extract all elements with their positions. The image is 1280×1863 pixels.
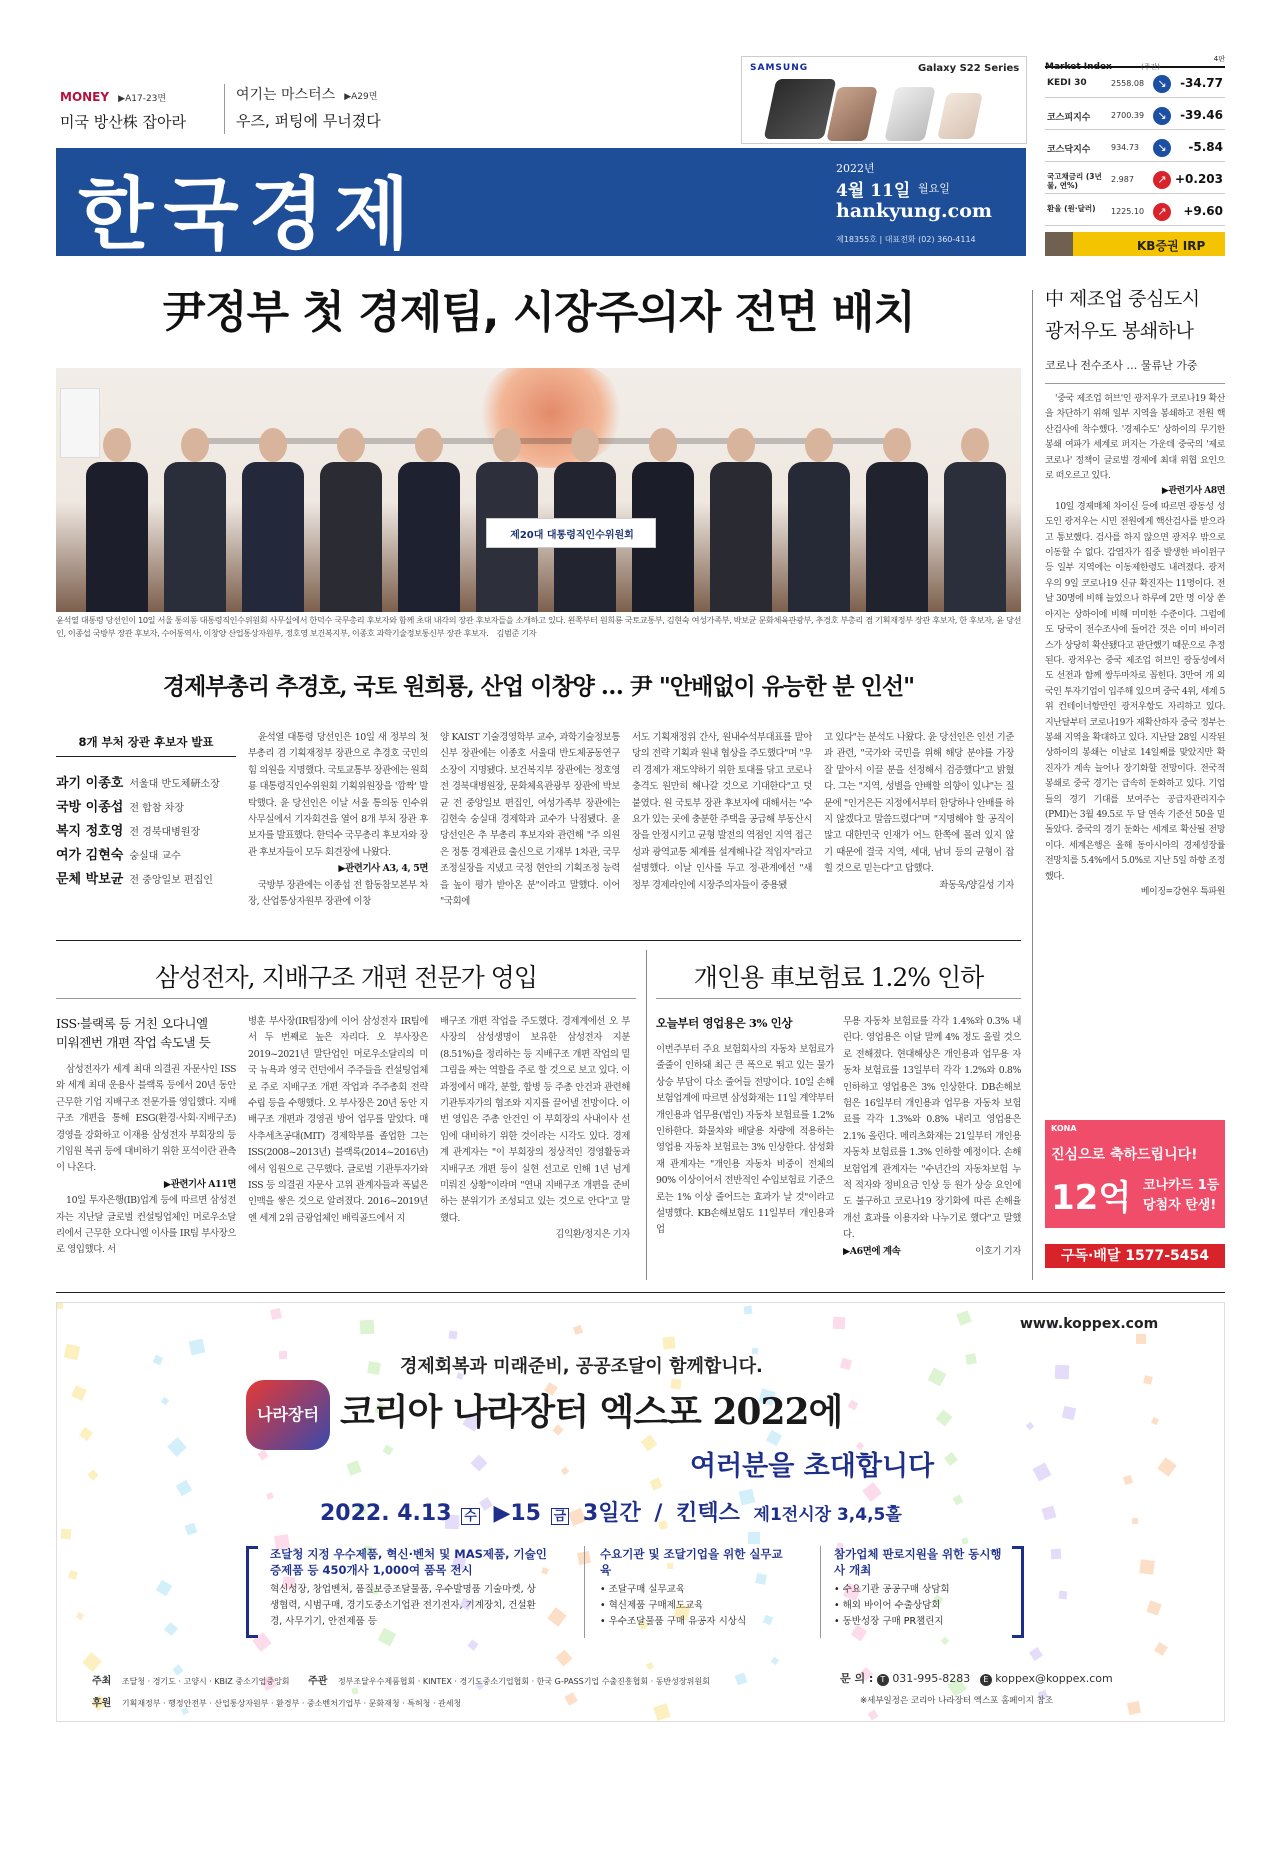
market-name: KEDI 30 [1047, 78, 1087, 88]
byline: 좌동욱/양길성 기자 [939, 879, 1014, 891]
person-head [103, 428, 131, 462]
expo-dow1: 수 [461, 1508, 480, 1525]
confetti-piece [941, 1637, 949, 1645]
market-row [1045, 102, 1225, 130]
confetti-piece [1051, 1549, 1062, 1560]
phone-image [826, 87, 877, 141]
expo-venue: 킨텍스 [676, 1501, 740, 1526]
confetti-piece [346, 1460, 362, 1476]
kb-logo-icon [1045, 232, 1073, 256]
person-head [259, 428, 287, 462]
confetti-piece [1055, 1365, 1069, 1379]
expo-list-item: • 해외 바이어 수출상담회 [834, 1600, 941, 1611]
confetti-piece [1127, 1701, 1141, 1715]
sponsors: 기획재정부 · 행정안전부 · 산업통상자원부 · 환경부 · 중소벤처기업부 · 문화재청 · 특허청 · 관세청 [121, 1699, 462, 1708]
masthead-logo[interactable]: 한국경제 [78, 169, 420, 260]
person-body [710, 462, 772, 612]
confetti-piece [1062, 1406, 1077, 1421]
continued-ref[interactable]: ▶A6면에 계속 [843, 1245, 901, 1257]
byline: 이호기 기자 [975, 1245, 1021, 1257]
arrow-down-icon: ↘ [1153, 139, 1171, 157]
confetti-piece [167, 1437, 187, 1457]
expo-tagline: 경제회복과 미래준비, 공공조달이 함께합니다. [400, 1356, 763, 1377]
phone-image [937, 93, 983, 139]
expo-box-2 [600, 1546, 790, 1638]
byline: 김익환/정지은 기자 [555, 1229, 630, 1241]
photo-caption [56, 614, 1021, 646]
expo-list-item: • 조달구매 실무교육 [600, 1584, 686, 1595]
insurance-subhead: 오늘부터 영업용은 3% 인상 [656, 1016, 793, 1030]
confetti-piece [1058, 1590, 1067, 1599]
minister-desc: 숭실대 교수 [129, 851, 181, 862]
arrow-down-icon: ↘ [1153, 107, 1171, 125]
kona-line2: 코나카드 1등 [1143, 1178, 1220, 1193]
minister-item [56, 844, 181, 864]
teaser-pages: ▶A29면 [344, 92, 378, 102]
phone-image [764, 79, 837, 139]
main-article-col2: 양 KAIST 기술경영학부 교수, 과학기술정보통신부 장관에는 이종호 서울대 반도체공동연구소장이 지명됐다. 보건복지부 장관에는 정호영 전 경북대병원장, 문화체육관광부 장관에 박보균 전 중앙일보 편집인, 여성가족부 장관에는 김현숙 숭실대 경제학과 교수가 낙점됐다. 윤 당선인은 추 부총리 후보자와 관련해 "주 의원은 정통 경제관료 출신으로 기재부 1차관, 국무조정실장을 지냈고 국정 현안의 기획조정 능력을 높이 평가 받아온 분"이라고 말했다. 이어 "국회에 [440, 732, 620, 908]
expo-hall: 제1전시장 3,4,5홀 [753, 1505, 902, 1525]
confetti-piece [735, 1673, 748, 1686]
nara-logo-text: 나라장터 [257, 1405, 319, 1424]
confetti-piece [646, 1662, 654, 1670]
confetti-piece [1143, 1375, 1153, 1385]
phone-icon: T [877, 1674, 889, 1686]
market-value: 2.987 [1111, 175, 1134, 184]
confetti-piece [936, 1410, 953, 1427]
kona-amount: 12억 [1051, 1178, 1132, 1218]
confetti-piece [266, 1492, 274, 1500]
bracket-left [246, 1546, 258, 1638]
arrow-up-icon: ↗ [1153, 171, 1171, 189]
confetti-piece [64, 1344, 81, 1361]
main-headline[interactable]: 尹정부 첫 경제팀, 시장주의자 전면 배치 [162, 287, 915, 338]
person-head [493, 428, 521, 462]
market-name: 환율 (원·달러) [1047, 204, 1096, 213]
confetti-piece [153, 1355, 163, 1365]
confetti-piece [71, 1385, 87, 1401]
teaser-section: 여기는 마스터스 [236, 87, 336, 103]
confetti-piece [1136, 1334, 1146, 1344]
confetti-piece [748, 1532, 760, 1544]
related-ref[interactable]: ▶관련기사 A8면 [1161, 486, 1225, 497]
confetti-piece [471, 1455, 488, 1472]
main-article-col3: 서도 기획재정위 간사, 원내수석부대표를 맡아 당의 전략 기획과 원내 협상을 주도했다"며 "우리 경제가 재도약하기 위한 토대를 닦고 코로나 충격도 원만히 해나갈 것으로 기대한다"고 덧붙였다. 원 국토부 장관 후보자에 대해서는 "수요가 있는 곳에 충분한 주택을 공급해 부동산시장을 안정시키고 균형 발전의 역점인 지역 접근성과 광역교통 체계를 설계해나갈 적임자"라고 설명했다. 이날 인사를 두고 정·관계에선 "새 정부 경제라인에 시장주의자들이 중용됐 [632, 732, 812, 891]
samsung-col2: 병훈 부사장(IR팀장)에 이어 삼성전자 IR팀에서 두 번째로 높은 자리다. 오 부사장은 2019~2021년 말단업인 머로우소달리의 미국 뉴욕과 영국 런던에서 주주들을 컨설팅업체로 주로 지배구조 개편 작업과 주주총회 전략 수립 등을 수행했다. 오 부사장은 20년 동안 지배구조 개편과 경영권 방어 업무를 맡았다. 매사추세츠공대(MIT) 경제학부를 졸업한 그는 ISS(2008~2013년) 블랙록(2014~2016년)에서 임원으로 근무했다. 글로벌 기관투자가와 ISS 등 의결권 자문사 고위 관계자들과 폭넓은 인맥을 쌓은 것으로 알려졌다. 2016~2019년엔 세계 2위 금광업체인 배릭골드에서 지 [248, 1016, 428, 1224]
confetti-piece [961, 1537, 968, 1544]
organizers: 정부조달우수제품협회 · KINTEX · 경기도중소기업협회 · 한국 G-PASS기업 수출진흥협회 · 동반성장위원회 [337, 1677, 710, 1686]
expo-box-1 [270, 1546, 570, 1638]
masthead-year: 2022년 [836, 162, 875, 175]
host-row [92, 1672, 710, 1687]
market-row [1045, 134, 1225, 162]
confetti-piece [176, 1480, 192, 1496]
expo-date: 2022. 4.13 [320, 1501, 452, 1526]
masthead-date: 4월 11일 [836, 181, 911, 201]
expo-list-item: • 동반성장 구매 PR챌린지 [834, 1616, 944, 1627]
bracket-right [1012, 1546, 1024, 1638]
market-header [1045, 54, 1225, 72]
confetti-piece [82, 1652, 102, 1672]
market-row [1045, 166, 1225, 194]
side-headline-2[interactable]: 광저우도 봉쇄하나 [1045, 320, 1194, 342]
person-body [320, 462, 382, 612]
confetti-piece [653, 1703, 671, 1721]
insurance-col2: 무용 자동차 보험료를 각각 1.4%와 0.3% 내린다. 영업용은 이달 말께 4% 정도 올릴 것으로 전해졌다. 현대해상은 개인용과 업무용 자동차 보험료를 13일부터 각각 1.2%와 0.8% 인하하고 영업용은 3% 인상한다. DB손해보험은 16일부터 개인용과 업무용 자동차 보험료를 각각 1.3%와 0.8% 내리고 영업용은 2.1% 올린다. 메리츠화재는 21일부터 개인용 자동차 보험료를 1.3% 인하할 예정이다. 손해보험업계 관계자는 "수년간의 자동차보험 누적 적자와 정비요금 인상 등 원가 상승 요인에도 불구하고 코로나19 장기화에 따른 손해율 개선 효과를 이용자와 나누기로 했다"고 말했다. ▶A6면에 계속 이호기 기자 [843, 1014, 1021, 1280]
person-figure [788, 428, 850, 612]
confetti-piece [467, 1639, 478, 1650]
contact-phone[interactable]: 031-995-8283 [892, 1672, 971, 1685]
expo-note: ※세부일정은 코리아 나라장터 엑스포 홈페이지 참조 [860, 1696, 1054, 1706]
minister-role: 여가 김현숙 [56, 848, 124, 863]
confetti-piece [257, 1449, 268, 1460]
main-photo[interactable] [56, 368, 1021, 612]
confetti-piece [367, 1361, 381, 1375]
confetti-piece [1139, 1559, 1155, 1575]
confetti-piece [1146, 1600, 1161, 1615]
teaser-section: MONEY [60, 90, 110, 104]
market-page: 4판 [1213, 55, 1225, 63]
arrow-down-icon: ↘ [1153, 75, 1171, 93]
market-title: Market Index [1045, 62, 1112, 72]
minister-item [56, 868, 213, 888]
market-value: 1225.10 [1111, 207, 1145, 216]
expo-list-item: • 수요기관 공공구매 상담회 [834, 1584, 950, 1595]
market-change: -34.77 [1180, 76, 1223, 90]
kb-banner-text: KB증권 IRP [1137, 239, 1206, 253]
teaser-pages: ▶A17-23면 [118, 94, 167, 104]
confetti-piece [1123, 1475, 1133, 1485]
confetti-piece [833, 1317, 846, 1330]
samsung-subhead: ISS·블랙록 등 거친 오다니엘 미워젠번 개편 작업 속도낼 듯 [56, 1016, 211, 1050]
confetti-piece [953, 1495, 964, 1506]
expo-list-item: • 혁신제품 구매제도교육 [600, 1600, 704, 1611]
expo-invite: 여러분을 초대합니다 [690, 1451, 935, 1482]
confetti-piece [1029, 1647, 1043, 1661]
minister-item [56, 772, 220, 792]
confetti-piece [965, 1353, 976, 1364]
expo-dow2: 금 [551, 1508, 570, 1525]
confetti-piece [867, 1709, 878, 1720]
market-name: 코스피지수 [1047, 113, 1091, 123]
kona-line1: 진심으로 축하드립니다! [1051, 1147, 1198, 1163]
confetti-piece [61, 1529, 72, 1540]
market-change: -5.84 [1188, 140, 1223, 154]
person-figure [86, 428, 148, 612]
samsung-col3: 배구조 개편 작업을 주도했다. 경제계에선 오 부사장의 삼성생명이 보유한 삼성전자 지분(8.51%)을 정리하는 등 지배구조 개편 작업의 밑그림을 짜는 역할을 주로 할 것으로 보고 있다. 이 과정에서 매각, 분할, 합병 등 주총 안건과 관련해 기관투자가의 협조와 지지를 끌어낼 전망이다. 이번 영입은 주총 안건인 이 부회장의 사내이사 선임에 대비하기 위한 것이라는 시각도 있다. 경제계 관계자는 "이 부회장의 정상적인 경영활동과 지배구조 개편 등이 실현 선고로 인해 1년 넘게 미뤄진 상황"이라며 "연내 지배구조 개편을 준비하는 분위기가 조성되고 있는 것으로 안다"고 말했다. 김익환/정지은 기자 [440, 1016, 630, 1241]
minister-desc: 전 중앙일보 편집인 [129, 875, 213, 886]
confetti-piece [1132, 1518, 1139, 1525]
expo-date-line: 2022. 4.13 수 ▶15 금 3일간 / 킨텍스 제1전시장 3,4,5홀 [320, 1501, 902, 1526]
confetti-piece [561, 1467, 569, 1475]
person-head [961, 428, 989, 462]
confetti-piece [270, 1308, 282, 1320]
confetti-piece [161, 1397, 169, 1405]
person-body [866, 462, 928, 612]
host-label: 주최 [92, 1676, 112, 1687]
expo-box-3 [834, 1546, 1004, 1638]
person-head [337, 428, 365, 462]
person-head [649, 428, 677, 462]
samsung-col1: ISS·블랙록 등 거친 오다니엘 미워젠번 개편 작업 속도낼 듯 삼성전자가 세계 최대 의결권 자문사인 ISS와 세계 최대 운용사 블랙록 등에서 20년 동안 근무한 기업 지배구조 전문가를 영입했다. 지배구조 개편을 통해 ESG(환경·사회·지배구조) 경영을 강화하고 이재용 삼성전자 부회장의 등기임원 복귀 등에 대비하기 위한 포석이란 관측이 나온다. ▶관련기사 A11면 10일 투자은행(IB)업계 등에 따르면 삼성전자는 지난달 글로벌 컨설팅업체인 머로우소달리에서 근무한 오다니엘 이사를 IR팀 부사장으로 영입했다. 서 [56, 1016, 236, 1256]
side-headline-1[interactable]: 中 제조업 중심도시 [1045, 288, 1200, 310]
side-body: '중국 제조업 허브'인 광저우가 코로나19 확산을 차단하기 위해 일부 지역을 봉쇄하고 전원 핵산검사에 착수했다. '경제수도' 상하이의 무기한 봉쇄 여파가 세계로 퍼지는 가운데 중국의 '제로 코로나' 정책이 글로벌 경제에 최대 위협 요인으로 떠오르고 있다. ▶관련기사 A8면 10일 경제매체 차이신 등에 따르면 광동성 성도인 광저우는 시민 전원에게 핵산검사를 받으라고 통보했다. 검사를 하지 않으면 광저우 밖으로 이동할 수 없다. 감염자가 집중 발생한 바이윈구 등 일부 지역에는 이동제한령도 내려졌다. 광저우의 9일 코로나19 신규 확진자는 11명이다. 전날 30명에 비해 늘었으나 하루에 2만 명 이상 쏟아지는 상하이에 비해 미미한 수준이다. 그럼에도 당국이 전수조사에 들어간 것은 이미 바이러스가 상당히 확산됐다고 판단했기 때문으로 추정된다. 광저우는 중국 제조업 허브인 광둥성에서도 선전과 함께 쌍두마차로 꼽힌다. 3만여 개 외국인 투자기업이 입주해 있으며 중국 4위, 세계 5위 컨테이너항만인 광저우항도 자리하고 있다. 지난달부터 코로나19가 재확산하자 중국 정부는 봉쇄 지역을 확대하고 있다. 지난달 28일 시작된 상하이의 봉쇄는 이날로 14일째를 맞았지만 확진자가 계속 늘어나 장기화할 전망이다. 전국적 봉쇄로 중국 경기는 급속히 둔화하고 있다. 기업들의 경기 기대를 보여주는 공급자관리지수(PMI)는 3월 49.5로 두 달 연속 기준선 50을 밑돌았다. 중국의 경기 둔화는 세계로 확산될 전망이다. 세계은행은 올해 동아시아의 경제성장률 전망치를 5.4%에서 5.0%로 지난 5일 하향 조정했다. 베이징=강현우 특파원 [1045, 394, 1225, 897]
kona-line3: 당첨자 탄생! [1143, 1198, 1217, 1213]
confetti-piece [556, 1650, 573, 1667]
confetti-piece [185, 1523, 198, 1536]
kona-card-ad[interactable] [1045, 1120, 1225, 1228]
confetti-piece [1033, 1463, 1052, 1482]
confetti-piece [1042, 1506, 1057, 1521]
market-name: 코스닥지수 [1047, 145, 1091, 155]
confetti-piece [956, 1310, 972, 1326]
confetti-piece [189, 1339, 206, 1356]
masthead-issue: 제18355호 [836, 235, 877, 244]
confetti-piece [79, 1427, 93, 1441]
minister-desc: 전 경북대병원장 [129, 827, 201, 838]
side-subheadline: 코로나 전수조사 … 물류난 가중 [1045, 359, 1198, 372]
insurance-col1: 오늘부터 영업용은 3% 인상 이번주부터 주요 보험회사의 자동차 보험료가 줄줄이 인하돼 최근 큰 폭으로 뛰고 있는 물가 상승 부담이 다소 줄어들 전망이다. 10일 손해보험업계에 따르면 삼성화재는 11일 계약부터 개인용과 업무용(법인) 자동차 보험료를 1.2% 인하한다. 화물차와 배달용 차량에 적용하는 영업용 자동차 보험료는 3% 인상한다. 삼성화재 관계자는 "개인용 자동차 비중이 전체의 90% 이상이어서 전반적인 수입보험료 기준으로는 1% 이상 줄어드는 효과가 날 것"이라고 설명했다. KB손해보험도 11일부터 개인용과 업 [656, 1016, 834, 1236]
teaser-title: 우즈, 퍼팅에 무너졌다 [236, 112, 381, 130]
person-head [415, 428, 443, 462]
confetti-piece [649, 1477, 662, 1490]
related-ref[interactable]: ▶관련기사 A3, 4, 5면 [338, 863, 428, 875]
confetti-piece [57, 1303, 63, 1309]
person-body [398, 462, 460, 612]
confetti-piece [771, 1657, 779, 1665]
kb-irp-banner[interactable] [1045, 232, 1225, 256]
related-ref[interactable]: ▶관련기사 A11면 [163, 1178, 236, 1190]
arrow-up-icon: ↗ [1153, 203, 1171, 221]
hosts: 조달청 · 경기도 · 고양시 · KBIZ 중소기업중앙회 [121, 1677, 290, 1686]
masthead: 한국경제 2022년 4월 11일 월요일 hankyung.com 제18355호 | 대표전화 (02) 360-4114 [56, 148, 1026, 256]
confetti-piece [76, 1612, 84, 1620]
confetti-piece [1026, 1422, 1034, 1430]
samsung-product: Galaxy S22 Series [918, 63, 1020, 74]
minister-item [56, 796, 184, 816]
market-change: +0.203 [1174, 172, 1223, 186]
person-figure [398, 428, 460, 612]
masthead-weekday: 월요일 [918, 182, 950, 195]
market-row [1045, 70, 1225, 98]
person-figure [944, 428, 1006, 612]
person-body [242, 462, 304, 612]
samsung-brand: SAMSUNG [750, 63, 809, 73]
market-sub: (주간) [1140, 63, 1160, 71]
confetti-piece [68, 1570, 78, 1580]
teaser-masters[interactable] [236, 84, 436, 134]
contact-label: 문 의 : [840, 1672, 874, 1685]
confetti-piece [744, 1306, 753, 1315]
confetti-piece [848, 1400, 859, 1411]
sponsor-label: 후원 [92, 1698, 112, 1709]
minister-desc: 전 합참 차장 [129, 803, 184, 814]
masthead-site[interactable]: hankyung.com [836, 200, 993, 222]
person-body [86, 462, 148, 612]
person-figure [320, 428, 382, 612]
person-body [788, 462, 850, 612]
sponsor-row [92, 1694, 461, 1709]
confetti-piece [360, 1320, 375, 1335]
confetti-piece [87, 1469, 98, 1480]
market-value: 934.73 [1111, 143, 1139, 152]
confetti-piece [662, 1336, 675, 1349]
caption-text: 윤석열 대통령 당선인이 10일 서울 통의동 대통령직인수위원회 사무실에서 한덕수 국무총리 후보자와 함께 초대 내각의 장관 후보자들을 소개하고 있다. 왼쪽부터 원희룡 국토교통부, 김현숙 여성가족부, 박보균 문화체육관광부, 추경호 부총리 겸 기획재정부 장관 후보자, 한 후보자, 윤 당선인, 이종섭 국방부 장관 후보자, 수어통역사, 이창양 산업통상자원부, 정호영 보건복지부, 이종호 과학기술정보통신부 장관 후보자. [56, 615, 1021, 638]
organizer-label: 주관 [308, 1676, 328, 1687]
person-figure [710, 428, 772, 612]
teaser-title: 미국 방산株 잡아라 [60, 113, 186, 131]
market-change: +9.60 [1183, 204, 1223, 218]
email-icon: E [980, 1674, 992, 1686]
minister-role: 국방 이종섭 [56, 800, 124, 815]
confetti-piece [164, 1622, 178, 1636]
expo-box-2-title: 수요기관 및 조달기업을 위한 실무교육 [600, 1547, 783, 1577]
confetti-piece [382, 1444, 393, 1455]
insurance-headline[interactable]: 개인용 車보험료 1.2% 인하 [693, 963, 984, 992]
person-body [164, 462, 226, 612]
confetti-piece [928, 1368, 947, 1387]
person-head [805, 428, 833, 462]
expo-box-1-title: 조달청 지정 우수제품, 혁신·벤처 및 MAS제품, 기술인증제품 등 450개사 1,000여 품목 전시 [270, 1547, 547, 1577]
person-figure [866, 428, 928, 612]
confetti-piece [279, 1351, 287, 1359]
market-value: 2700.39 [1111, 111, 1145, 120]
confetti-piece [156, 1580, 172, 1596]
contact-email[interactable]: koppex@koppex.com [995, 1672, 1113, 1685]
minister-box-title: 8개 부처 장관 후보자 발표 [56, 730, 236, 757]
subscribe-banner[interactable]: 구독·배달 1577-5454 [1045, 1244, 1225, 1268]
market-name: 국고채금리 (3년물, 연%) [1047, 172, 1102, 190]
confetti-piece [1157, 1457, 1177, 1477]
main-article-col1: 윤석열 대통령 당선인은 10일 새 정부의 첫 부총리 겸 기획재정부 장관으로 추경호 국민의힘 의원을 지명했다. 국토교통부 장관에는 원희룡 대통령직인수위원회 기획위원장을 '깜짝' 발탁했다. 윤 당선인은 이날 서울 통의동 인수위 사무실에서 기자회견을 열어 8개 부처 장관 후보자를 발표했다. 한덕수 국무총리 후보자와 장관 후보자들이 모두 회견장에 나왔다. ▶관련기사 A3, 4, 5면 국방부 장관에는 이종섭 전 합동참모본부 차장, 산업통상자원부 장관에 이창 [248, 732, 428, 908]
confetti-piece [448, 1330, 457, 1339]
person-body [944, 462, 1006, 612]
samsung-headline[interactable]: 삼성전자, 지배구조 개편 전문가 영입 [155, 963, 537, 992]
expo-list-item: • 우수조달물품 구매 유공자 시상식 [600, 1616, 747, 1627]
person-head [883, 428, 911, 462]
minister-role: 과기 이종호 [56, 776, 124, 791]
market-value: 2558.08 [1111, 79, 1145, 88]
person-head [181, 428, 209, 462]
market-change: -39.46 [1180, 108, 1223, 122]
confetti-piece [641, 1435, 658, 1452]
expo-to: ▶15 [493, 1501, 541, 1526]
minister-desc: 서울대 반도체硏소장 [129, 779, 220, 790]
market-row [1045, 198, 1225, 226]
caption-credit: 김범준 기자 [496, 628, 537, 638]
confetti-piece [573, 1325, 583, 1335]
person-figure [242, 428, 304, 612]
podium-banner-text: 제20대 대통령직인수위원회 [510, 530, 634, 541]
minister-role: 복지 정호영 [56, 824, 124, 839]
minister-item [56, 820, 200, 840]
nara-logo [246, 1380, 330, 1450]
expo-box-3-title: 참가업체 판로지원을 위한 동시행사 개최 [834, 1547, 1002, 1577]
minister-role: 문체 박보균 [56, 872, 124, 887]
kona-brand: KONA [1051, 1124, 1077, 1133]
contact-row [840, 1670, 1113, 1686]
confetti-piece [840, 1358, 852, 1370]
phone-image [884, 87, 935, 141]
sub-headline[interactable]: 경제부총리 추경호, 국토 원희룡, 산업 이창양 … 尹 "안배없이 유능한 분 인선" [162, 673, 915, 700]
expo-duration: 3일간 [582, 1501, 641, 1526]
confetti-piece [1154, 1642, 1168, 1656]
confetti-piece [1151, 1417, 1159, 1425]
teaser-money[interactable] [60, 86, 230, 136]
expo-box-1-items: 혁신성장, 창업벤처, 품질보증조달물품, 우수발명품 기술마켓, 상생협력, 시범구매, 경기도중소기업관 전기전자, 기계장치, 건설환경, 사무기기, 안전제품 등 [270, 1584, 536, 1627]
main-article-col4: 고 있다"는 분석도 나왔다. 윤 당선인은 인선 기준과 관련, "국가와 국민을 위해 해당 분야를 가장 잘 맡아서 이끌 분을 선정해서 검증했다"고 밝혔다. 그는 "지역, 성별을 안배할 의향이 있냐"는 질문에 "인거은든 지정에서부터 한당하나 안배를 하지 않겠다고 말씀드렸다"며 "지명해야 할 공직이 많고 대한민국 인재가 어느 한쪽에 몰려 있지 않기 때문에 결국 지역, 세대, 남녀 등의 균형이 잡힐 것으로 믿는다"고 답했다. 좌동욱/양길성 기자 [824, 732, 1014, 891]
byline: 베이징=강현우 특파원 [1140, 887, 1225, 897]
samsung-ad[interactable] [741, 56, 1027, 144]
confetti-piece [944, 1452, 958, 1466]
confetti-piece [564, 1692, 578, 1706]
expo-url[interactable]: www.koppex.com [1020, 1316, 1159, 1332]
person-figure [164, 428, 226, 612]
person-head [571, 428, 599, 462]
person-head [727, 428, 755, 462]
expo-title: 코리아 나라장터 엑스포 2022에 [340, 1391, 843, 1433]
masthead-phone: 대표전화 (02) 360-4114 [884, 235, 976, 244]
